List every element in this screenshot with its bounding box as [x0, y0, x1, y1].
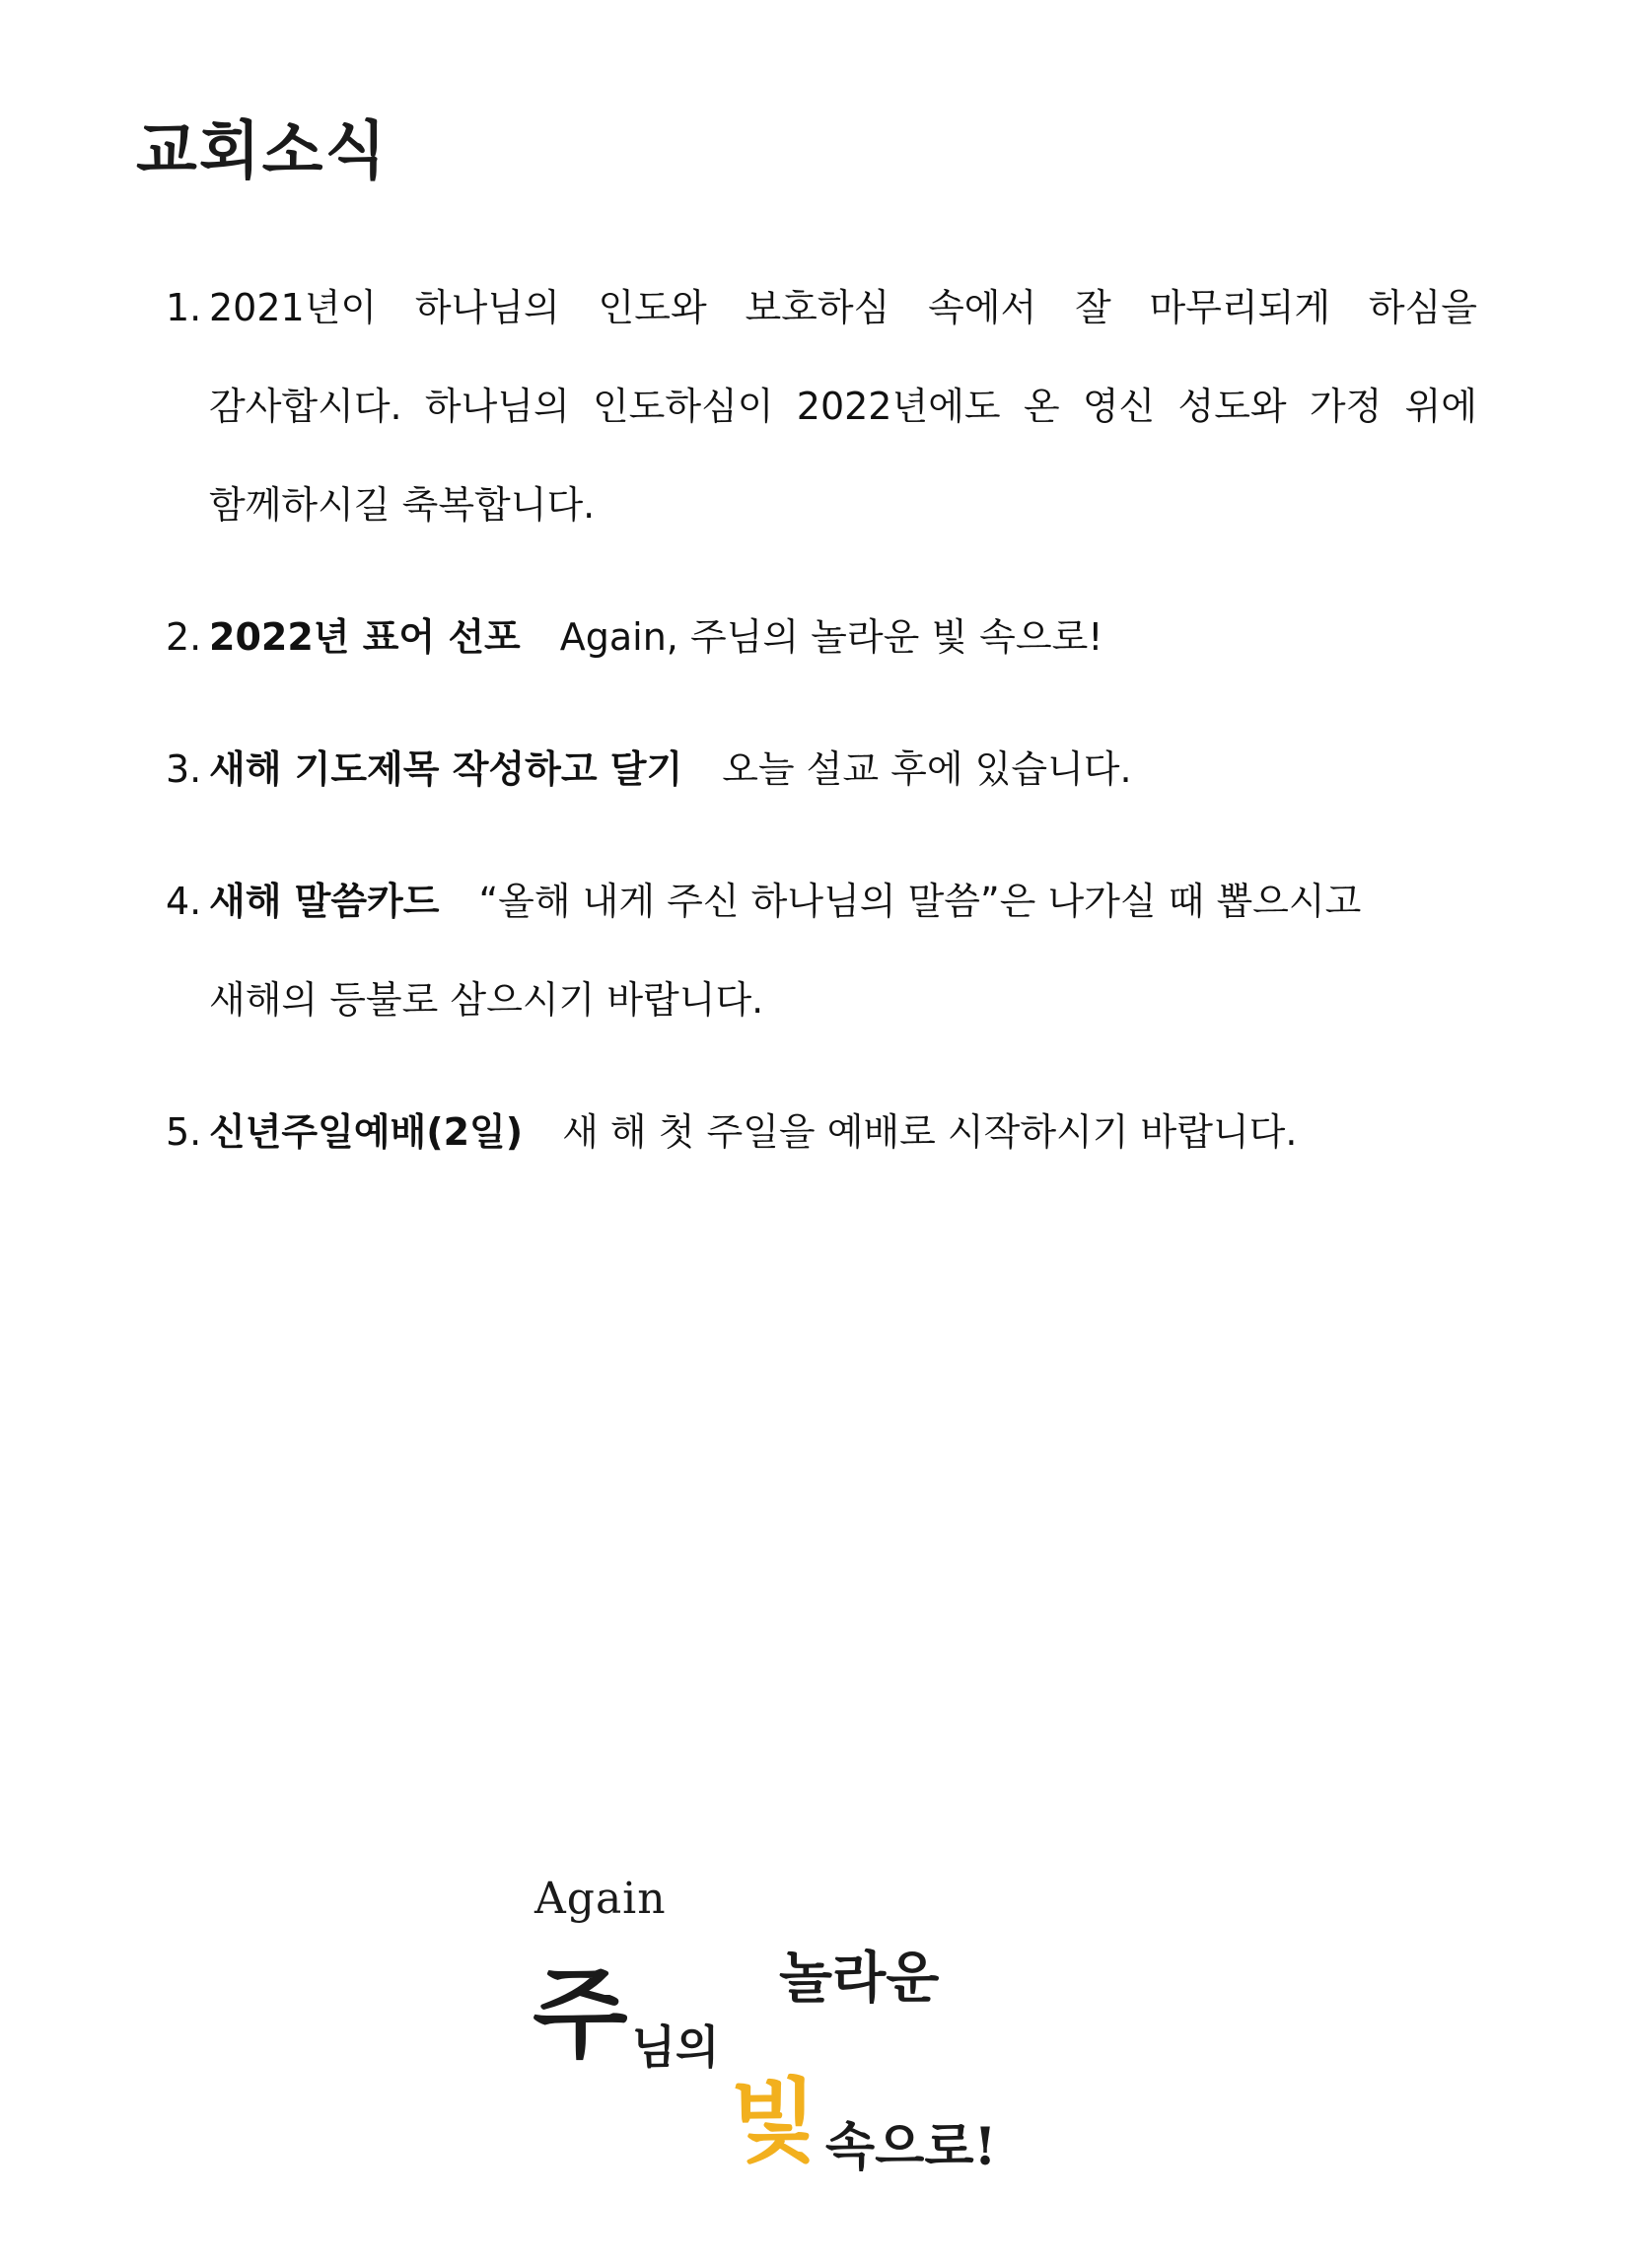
news-item-number: 2.: [166, 615, 202, 659]
motto-logo: [533, 1874, 1085, 2177]
logo-sogeuro-text: 속으로!: [824, 2117, 997, 2177]
news-item-4: [166, 852, 1477, 1049]
news-item-description: Again, 주님의 놀라운 빛 속으로!: [559, 615, 1103, 659]
logo-nollaun-text: 놀라운: [779, 1946, 940, 2011]
news-item-continuation: 새해의 등불로 삼으시기 바랍니다.: [209, 978, 764, 1022]
news-item-2: [166, 588, 1477, 686]
news-item-3: [166, 720, 1477, 818]
logo-again-text: Again: [534, 1874, 667, 1924]
news-item-number: 4.: [166, 880, 202, 923]
logo-ju-glyph: 주: [533, 1955, 628, 2072]
logo-bit-glyph: 빛: [730, 2068, 818, 2174]
news-item-heading: 새해 기도제목 작성하고 달기: [209, 747, 683, 791]
news-item-number: 5.: [166, 1110, 202, 1154]
news-item-text-line: 함께하시길 축복합니다.: [209, 483, 596, 527]
page-title: 교회소식: [136, 114, 389, 188]
news-item-description: “올해 내게 주신 하나님의 말씀”은 나가실 때 뽑으시고: [478, 880, 1362, 923]
logo-line-1: [533, 1935, 940, 2077]
news-item-description: 오늘 설교 후에 있습니다.: [722, 747, 1132, 791]
news-item-1: [166, 258, 1477, 554]
news-item-number: 1.: [166, 286, 202, 329]
news-item-5: [166, 1083, 1477, 1181]
news-item-number: 3.: [166, 747, 202, 791]
news-item-text-line: 2021년이 하나님의 인도와 보호하심 속에서 잘 마무리되게 하심을: [209, 286, 1477, 329]
news-item-description: 새 해 첫 주일을 예배로 시작하시기 바랍니다.: [562, 1110, 1298, 1154]
news-item-heading: 신년주일예배(2일): [209, 1110, 524, 1154]
news-item-heading: 새해 말씀카드: [209, 880, 440, 923]
logo-nimui-text: 님의: [631, 2020, 720, 2074]
church-news-list: [166, 258, 1477, 1215]
logo-line-2: [730, 2049, 996, 2179]
news-item-text-line: 감사합시다. 하나님의 인도하심이 2022년에도 온 영신 성도와 가정 위에: [209, 385, 1477, 428]
news-item-heading: 2022년 표어 선포: [209, 615, 521, 659]
